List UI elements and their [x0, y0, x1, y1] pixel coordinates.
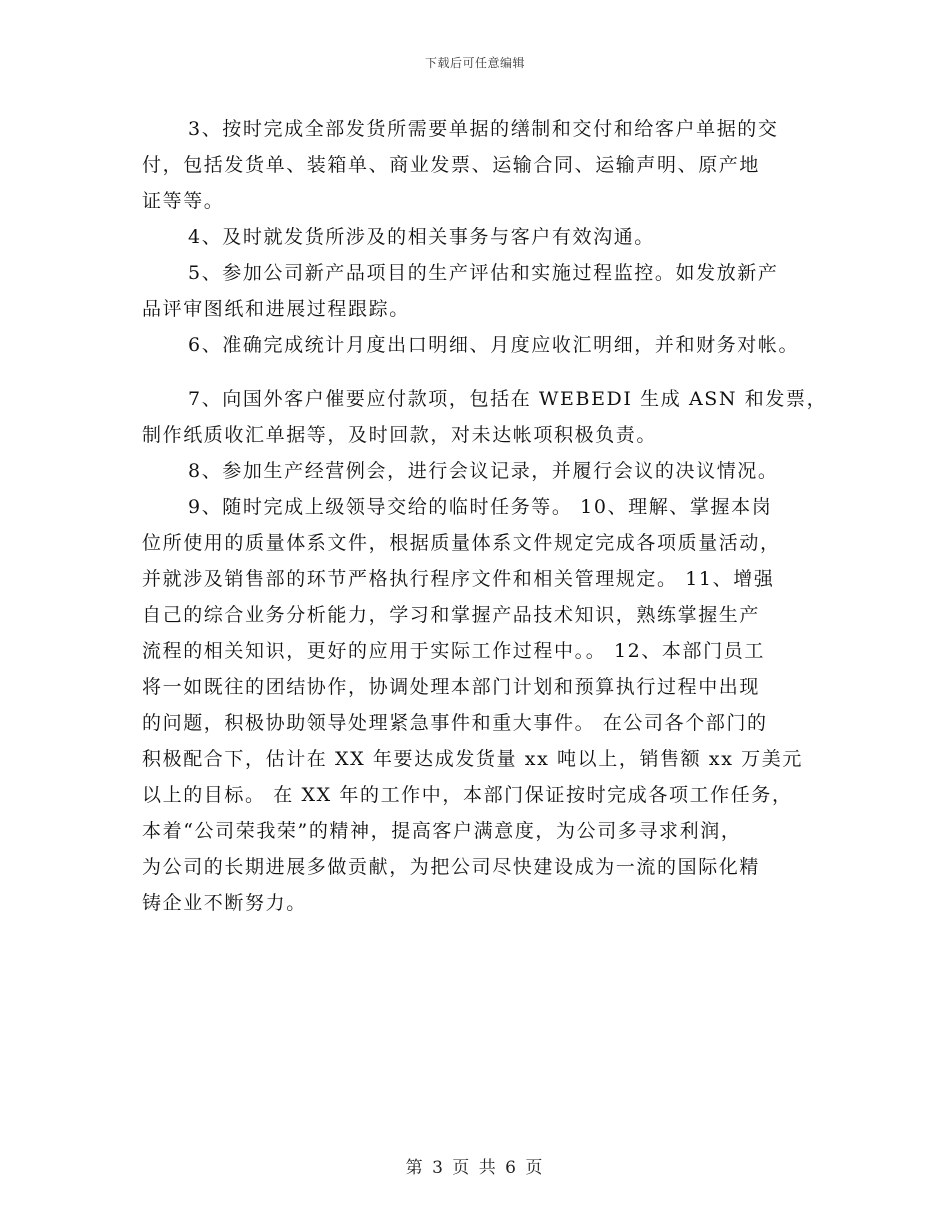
text-line: 品评审图纸和进展过程跟踪。	[142, 298, 410, 320]
text-line: 并就涉及销售部的环节严格执行程序文件和相关管理规定。 11、增强	[142, 568, 775, 590]
page-header: 下载后可任意编辑	[424, 56, 525, 70]
text-line: 5、参加公司新产品项目的生产评估和实施过程监控。如发放新产	[188, 262, 779, 284]
text-line: 位所使用的质量体系文件，根据质量体系文件规定完成各项质量活动，	[142, 532, 781, 554]
text-line: 积极配合下，估计在 XX 年要达成发货量 xx 吨以上，销售额 xx 万美元	[142, 748, 803, 770]
text-line: 7、向国外客户催要应付款项，包括在 WEBEDI 生成 ASN 和发票，	[188, 388, 828, 410]
text-line: 3、按时完成全部发货所需要单据的缮制和交付和给客户单据的交	[188, 118, 779, 140]
text-line: 自己的综合业务分析能力，学习和掌握产品技术知识，熟练掌握生产	[142, 604, 761, 626]
text-line: 的问题，积极协助领导处理紧急事件和重大事件。 在公司各个部门的	[142, 712, 768, 734]
text-line: 本着“公司荣我荣”的精神，提高客户满意度，为公司多寻求利润，	[142, 820, 742, 842]
text-line: 铸企业不断努力。	[142, 892, 307, 914]
text-line: 制作纸质收汇单据等，及时回款，对未达帐项积极负责。	[142, 424, 658, 446]
text-line: 6、准确完成统计月度出口明细、月度应收汇明细，并和财务对帐。	[188, 334, 800, 356]
text-line: 为公司的长期进展多做贡献，为把公司尽快建设成为一流的国际化精	[142, 856, 761, 878]
text-line: 付，包括发货单、装箱单、商业发票、运输合同、运输声明、原产地	[142, 154, 761, 176]
text-line: 以上的目标。 在 XX 年的工作中，本部门保证按时完成各项工作任务，	[142, 784, 793, 806]
text-line: 将一如既往的团结协作，协调处理本部门计划和预算执行过程中出现	[142, 676, 761, 698]
text-line: 8、参加生产经营例会，进行会议记录，并履行会议的决议情况。	[188, 460, 779, 482]
text-line: 证等等。	[142, 190, 225, 212]
text-line: 流程的相关知识，更好的应用于实际工作过程中。。 12、本部门员工	[142, 640, 765, 662]
page-number: 第 3 页 共 6 页	[405, 1158, 545, 1178]
text-line: 4、及时就发货所涉及的相关事务与客户有效沟通。	[188, 226, 655, 248]
text-line: 9、随时完成上级领导交给的临时任务等。 10、理解、掌握本岗	[188, 496, 773, 518]
document-body	[142, 111, 828, 921]
